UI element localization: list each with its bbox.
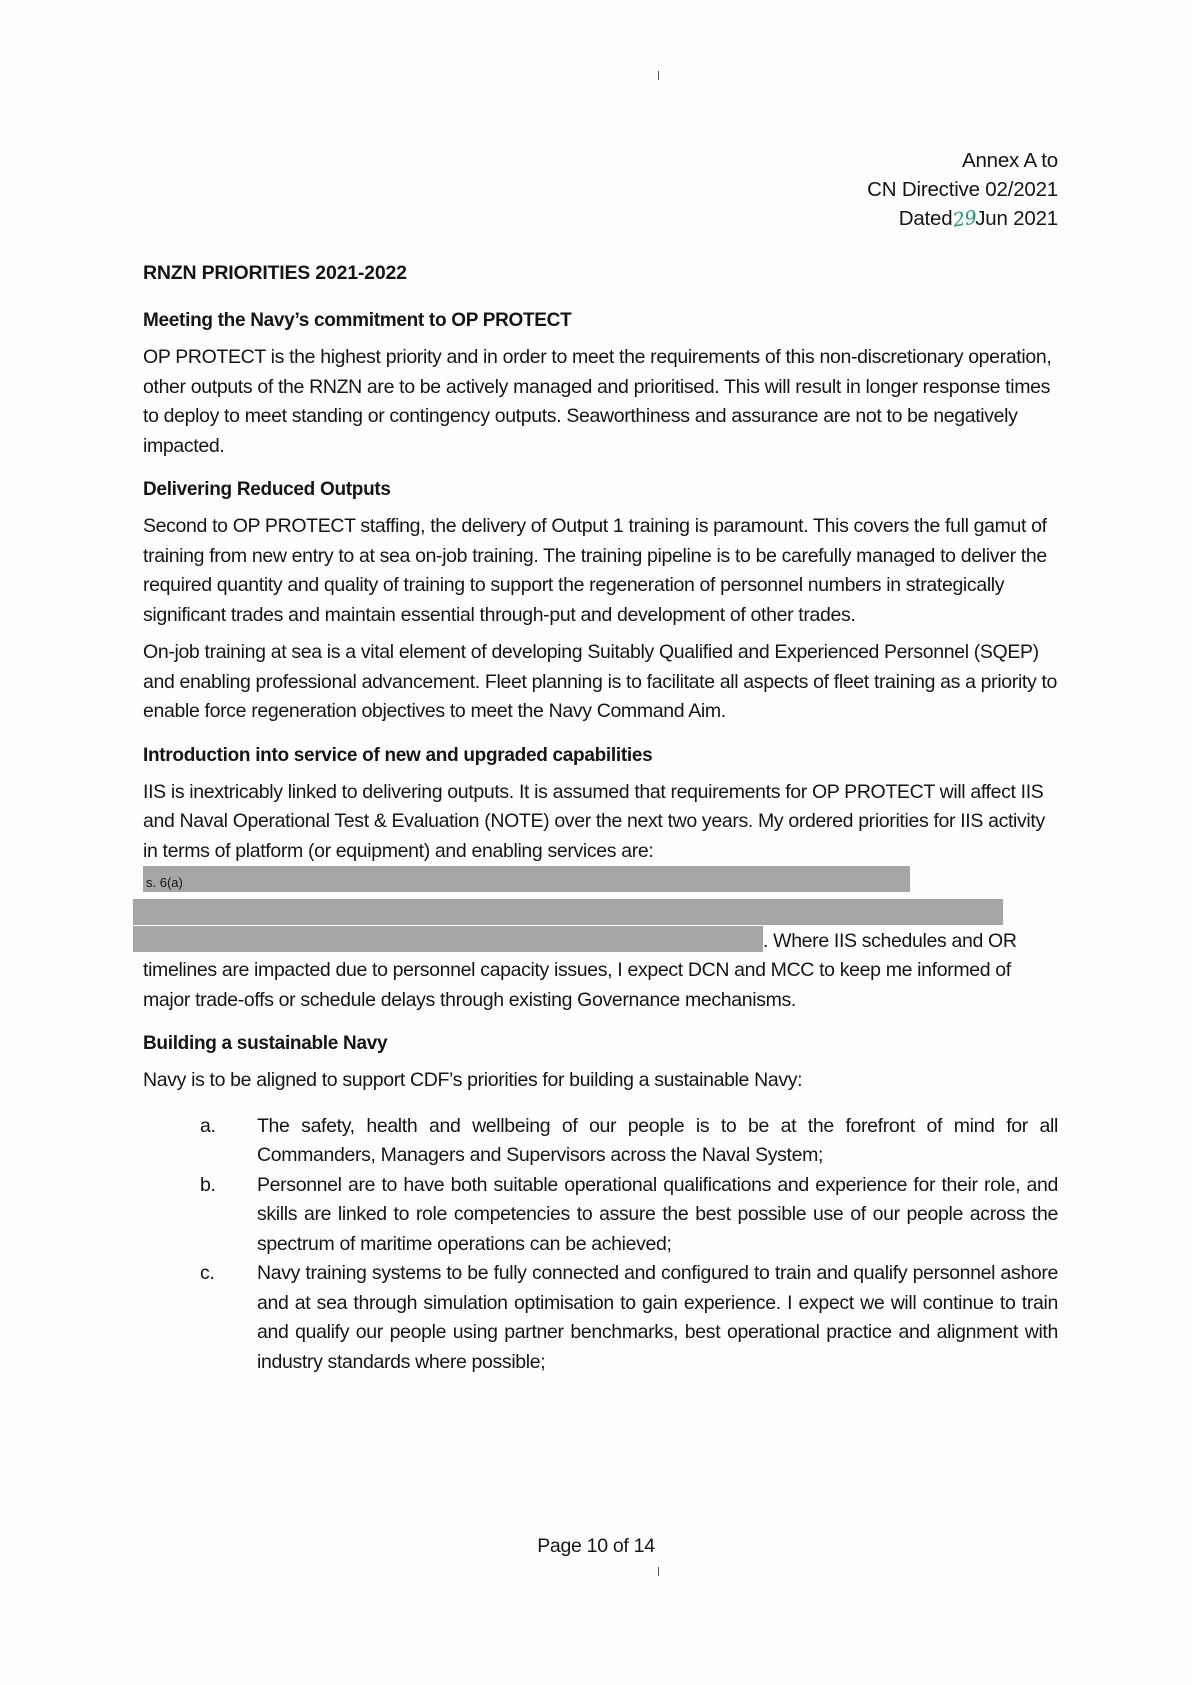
paragraph-text-after-redaction: . Where IIS schedules and OR timelines are impacted due to personnel capacity issues, I expect DCN and MCC to keep me informed of major trade-offs or schedule delays through existing Governance mechanisms. (143, 929, 1017, 1011)
annex-reference (867, 146, 1058, 234)
directive-line: CN Directive 02/2021 (867, 178, 1058, 201)
section-heading: Meeting the Navy’s commitment to OP PROTECT (143, 310, 572, 331)
page-number: Page 10 of 14 (537, 1535, 655, 1557)
handwritten-day: 29 (951, 206, 979, 232)
dated-prefix: Dated (898, 207, 953, 230)
section-sustainable-navy (143, 1029, 1058, 1377)
dated-line (867, 204, 1058, 234)
section-heading: Introduction into service of new and upgraded capabilities (143, 744, 653, 766)
redaction-label: s. 6(a) (146, 875, 183, 890)
section-paragraph: Second to OP PROTECT staffing, the delivery of Output 1 training is paramount. This covers the full gamut of training from new entry to at sea on-job training. The training pipeline is to be carefully managed to deliver the required quantity and quality of training to support the regeneration of personnel numbers in strategically significant trades and maintain essential through-put and development of other trades. (143, 515, 1047, 626)
section-paragraph: On-job training at sea is a vital element of developing Suitably Qualified and Experienced Personnel (SQEP) and enabling professional advancement. Fleet planning is to facilitate all aspects of fleet training as a priority to enable force regeneration objectives to meet the Navy Command Aim. (143, 641, 1058, 722)
document-body (143, 258, 1058, 1377)
scan-mark-bottom (658, 1567, 659, 1576)
section-op-protect (143, 306, 1058, 461)
section-paragraph: OP PROTECT is the highest priority and in order to meet the requirements of this non-discretionary operation, other outputs of the RNZN are to be actively managed and prioritised. This will result in longer response times to deploy to meet standing or contingency outputs. Seaworthiness and assurance are not to be negatively impacted. (143, 346, 1052, 457)
list-item (143, 1171, 1058, 1260)
section-heading: Building a sustainable Navy (143, 1033, 388, 1054)
list-marker: c. (200, 1262, 215, 1284)
redaction-box (133, 926, 763, 952)
list-item-text: Personnel are to have both suitable operational qualifications and experience for their role, and skills are linked to role competencies to assure the best possible use of our people across the spectrum of maritime operations can be achieved; (257, 1173, 1058, 1255)
list-item (143, 1112, 1058, 1171)
redaction-box (133, 899, 1003, 925)
section-reduced-outputs (143, 475, 1058, 727)
priority-list (143, 1112, 1058, 1378)
paragraph-text-before-redaction: IIS is inextricably linked to delivering outputs. It is assumed that requirements for OP PROTECT will affect IIS and Naval Operational Test & Evaluation (NOTE) over the next two years. My ordered priorities for IIS activity in terms of platform (or equipment) and enabling services are: (143, 780, 1045, 862)
annex-line: Annex A to (961, 149, 1058, 172)
section-paragraph (143, 778, 1058, 897)
redaction-box (143, 866, 910, 892)
section-intro: Navy is to be aligned to support CDF’s priorities for building a sustainable Navy: (143, 1069, 803, 1091)
list-item-text: Navy training systems to be fully connected and configured to train and qualify personnel ashore and at sea through simulation optimisation to gain experience. I expect we will continue to train and qualify our people using partner benchmarks, best operational practice and alignment with industry standards where possible; (257, 1262, 1058, 1373)
scan-mark-top (658, 71, 659, 80)
list-marker: b. (200, 1173, 216, 1196)
section-paragraph-continued (143, 926, 1058, 1016)
section-introduction-into-service (143, 741, 1058, 1016)
section-heading: Delivering Reduced Outputs (143, 479, 391, 500)
dated-suffix: Jun 2021 (975, 207, 1058, 230)
list-item (143, 1259, 1058, 1377)
list-item-text: The safety, health and wellbeing of our people is to be at the forefront of mind for all Commanders, Managers and Supervisors across the Naval System; (257, 1114, 1058, 1166)
list-marker: a. (200, 1114, 216, 1137)
document-title: RNZN PRIORITIES 2021-2022 (143, 262, 407, 284)
